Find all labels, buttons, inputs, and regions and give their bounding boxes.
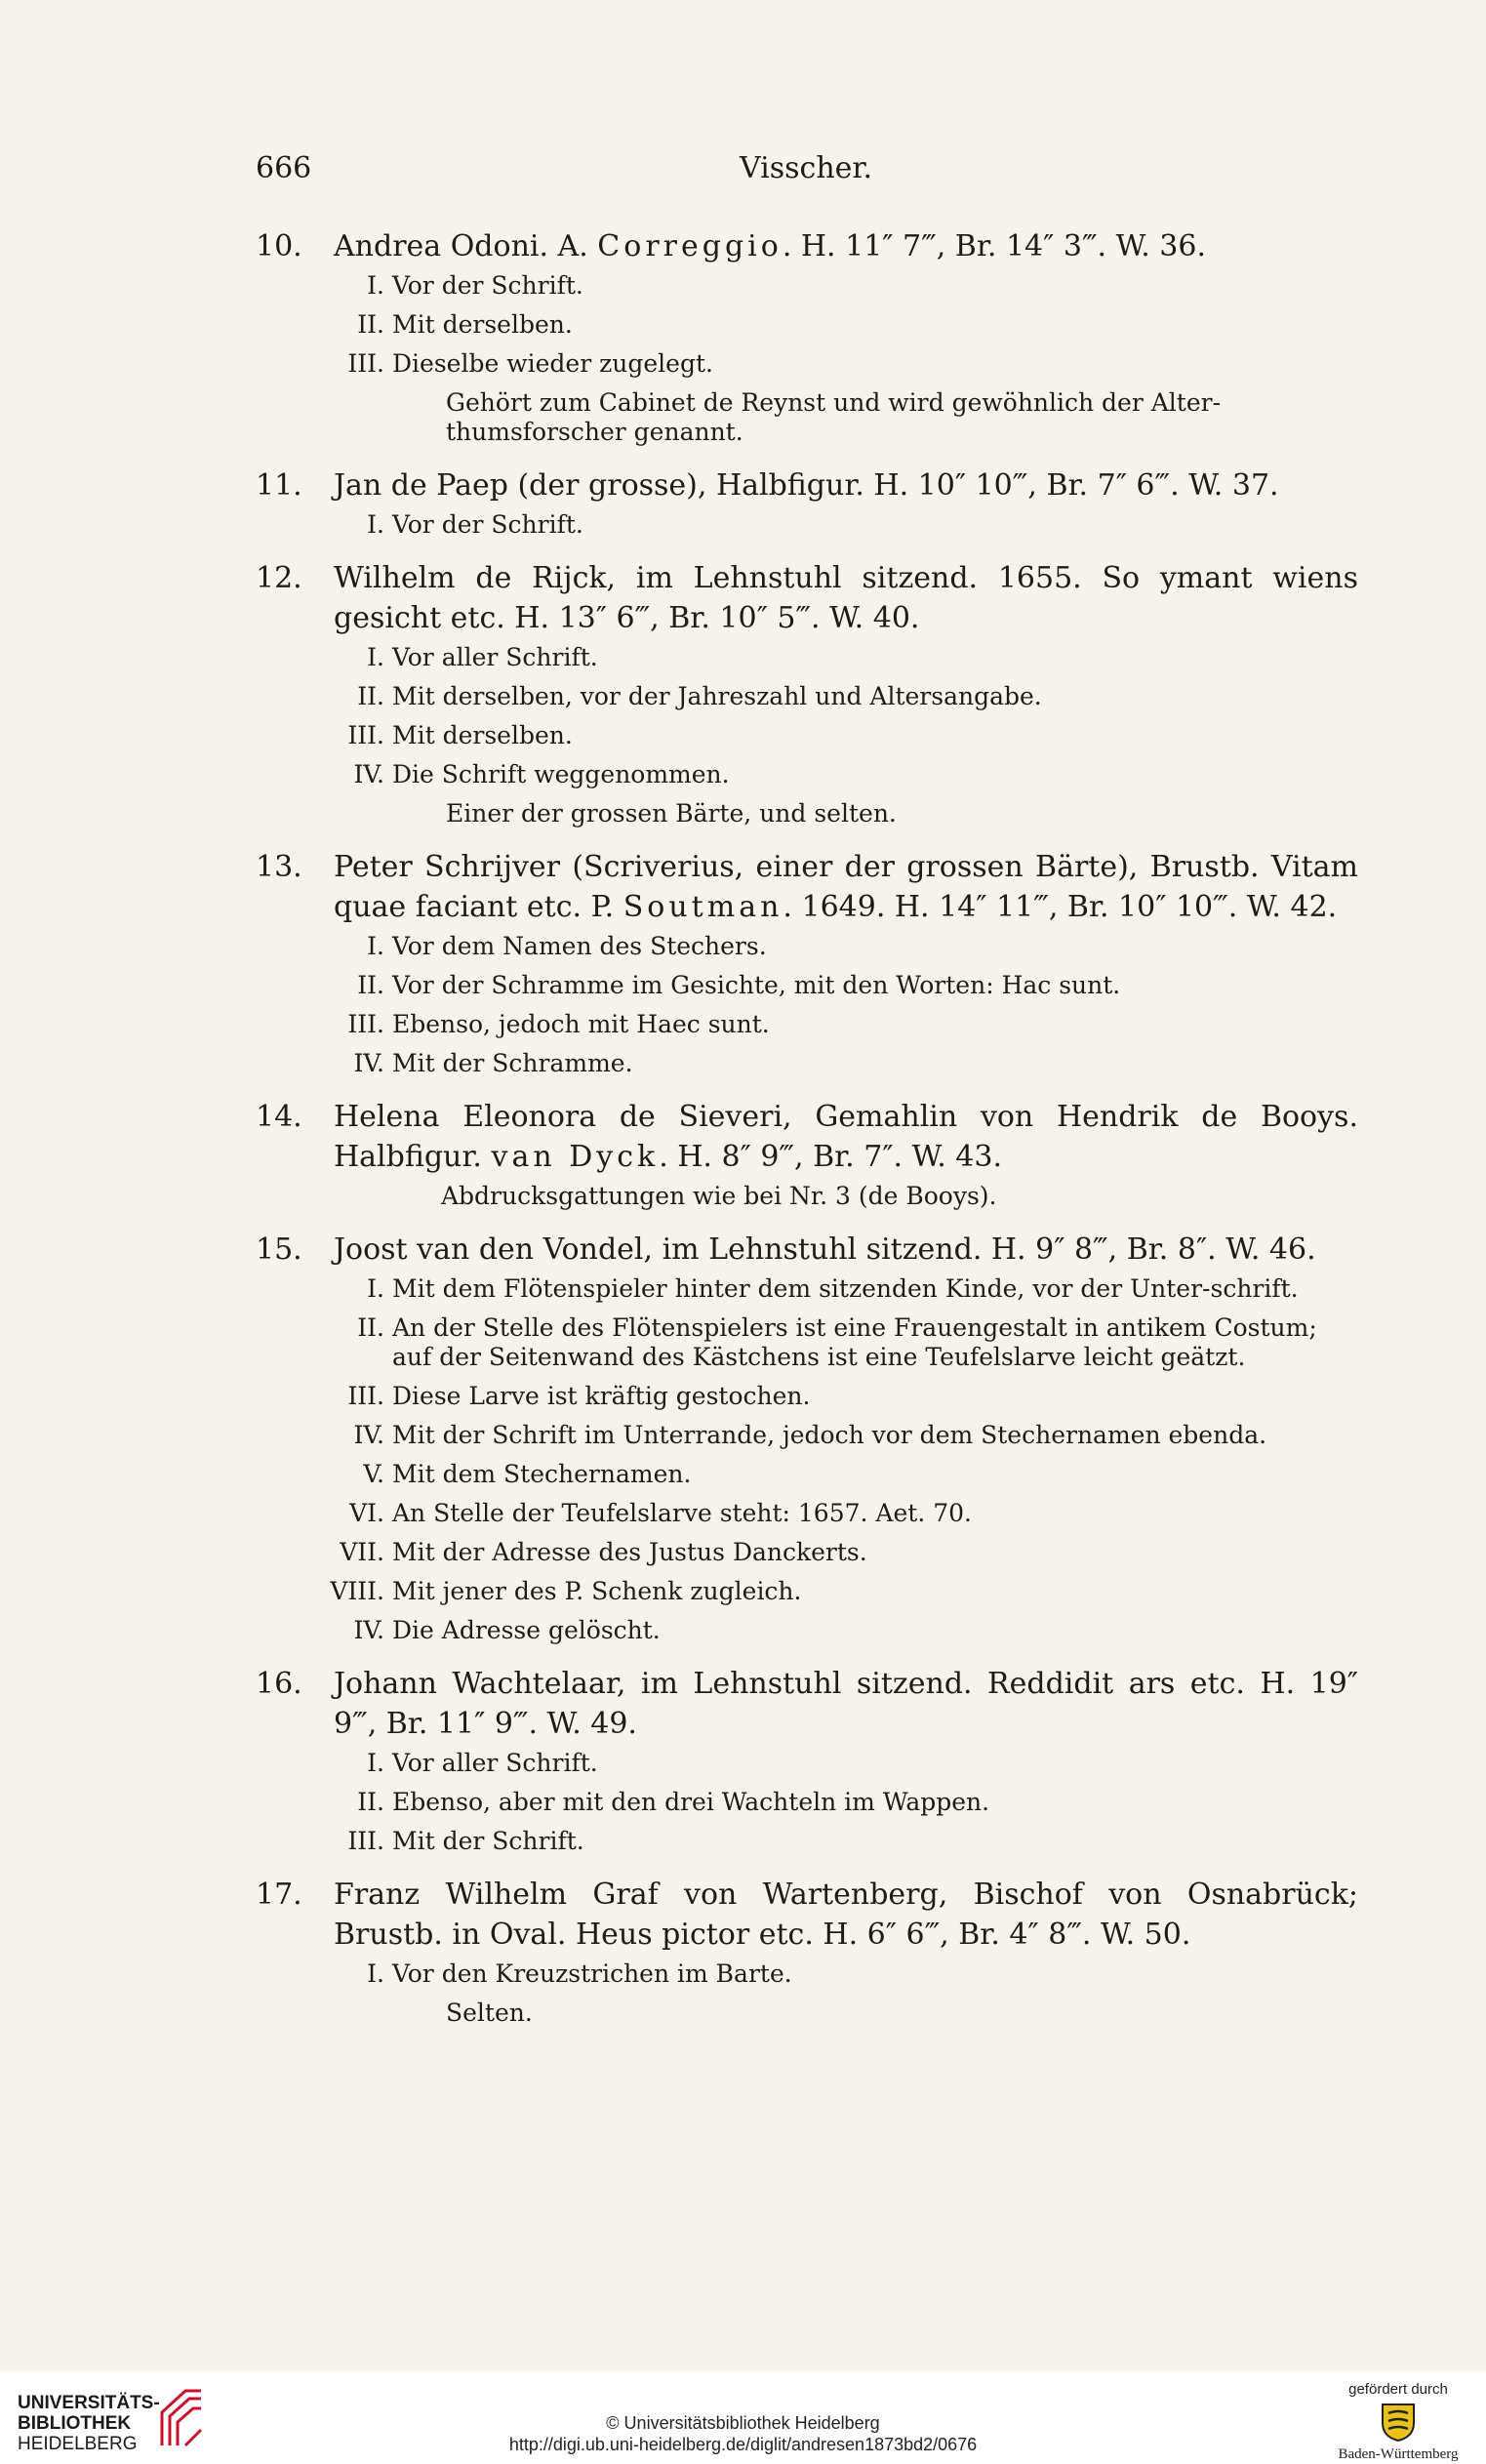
state-line (353, 1611, 1358, 1650)
state-text: Vor aller Schrift. (392, 1749, 598, 1777)
state-numeral: II. (357, 971, 384, 999)
state-line (367, 927, 1358, 966)
state-text: Mit der Schramme. (392, 1049, 633, 1077)
heading-text: Peter Schrijver (Scriverius, einer der grossen Bärte), Brustb. Vitam quae faciant etc. P. (334, 850, 1358, 924)
state-numeral: VIII. (330, 1577, 384, 1605)
state-text: Mit derselben, vor der Jahreszahl und Altersangabe. (392, 682, 1042, 710)
state-numeral: III. (347, 1010, 384, 1038)
state-text: Vor der Schrift. (392, 271, 583, 300)
entry-note: Einer der grossen Bärte, und selten. (446, 799, 897, 828)
entry-number: 16. (256, 1667, 302, 1701)
state-text: Mit jener des P. Schenk zugleich. (392, 1577, 802, 1605)
state-line (367, 638, 1358, 677)
state-text: Diese Larve ist kräftig gestochen. (392, 1382, 811, 1410)
state-numeral: II. (357, 310, 384, 339)
permalink-url[interactable]: http://digi.ub.uni-heidelberg.de/diglit/andresen1873bd2/0676 (508, 2435, 978, 2454)
viewer-footer (0, 2371, 1486, 2464)
catalogue-entry (256, 1875, 1358, 2033)
library-logo-line-1: UNIVERSITÄTS- (18, 2393, 160, 2413)
entry-heading (334, 1097, 1358, 1177)
state-line (367, 1270, 1358, 1309)
state-text: Ebenso, aber mit den drei Wachteln im Wappen. (392, 1788, 990, 1816)
state-numeral: II. (357, 1788, 384, 1816)
state-text: Mit dem Stechernamen. (392, 1460, 692, 1488)
state-line (347, 716, 1358, 755)
state-line (357, 1309, 1358, 1377)
sponsor-label: gefördert durch (1348, 2381, 1448, 2398)
state-numeral: VI. (349, 1499, 384, 1527)
library-logo-line-3: HEIDELBERG (18, 2434, 138, 2454)
entry-heading (334, 847, 1358, 927)
state-numeral: IV. (353, 1421, 384, 1449)
entry-heading (334, 1875, 1358, 1955)
entry-heading (334, 465, 1358, 505)
state-text: An der Stelle des Flötenspielers ist eine Frauengestalt in antikem Costum; auf der Seitenwand des Kästchens ist eine Teufelslarve leicht geätzt. (392, 1313, 1317, 1371)
state-line (357, 966, 1358, 1005)
state-numeral: I. (367, 932, 384, 960)
state-line (367, 505, 1358, 545)
state-line (363, 1455, 1358, 1494)
artist-name: Correggio (597, 229, 783, 263)
running-header (256, 151, 1356, 200)
state-numeral: I. (367, 271, 384, 300)
catalogue-entry (256, 558, 1358, 833)
state-numeral: VII. (340, 1538, 384, 1566)
state-line (347, 1005, 1358, 1044)
entry-heading (334, 1664, 1358, 1744)
state-numeral: I. (367, 643, 384, 671)
entry-note: Abdrucksgattungen wie bei Nr. 3 (de Booys). (441, 1182, 997, 1210)
state-numeral: III. (347, 1827, 384, 1855)
state-line (347, 1822, 1358, 1861)
entry-note: Selten. (446, 1999, 533, 2027)
state-text: Mit derselben. (392, 721, 573, 749)
state-line (353, 755, 1358, 794)
state-text: Vor dem Namen des Stechers. (392, 932, 767, 960)
heading-text: Andrea Odoni. A. (334, 229, 598, 263)
state-line (349, 1494, 1358, 1533)
state-text: Vor der Schrift. (392, 510, 583, 539)
state-numeral: IV. (353, 1616, 384, 1644)
entry-number: 17. (256, 1878, 302, 1912)
catalogue-entry (256, 465, 1358, 545)
state-numeral: III. (347, 721, 384, 749)
entry-number: 14. (256, 1100, 302, 1134)
state-line (367, 1955, 1358, 1994)
state-text: Vor der Schramme im Gesichte, mit den Worten: Hac sunt. (392, 971, 1121, 999)
entry-heading (334, 226, 1358, 266)
catalogue-entry (256, 1230, 1358, 1650)
entry-heading (334, 558, 1358, 638)
state-text: Ebenso, jedoch mit Haec sunt. (392, 1010, 770, 1038)
catalogue-entries (256, 226, 1358, 2046)
library-logo-line-2: BIBLIOTHEK (18, 2413, 132, 2434)
state-line (357, 305, 1358, 344)
page-number: 666 (256, 151, 312, 185)
state-line (347, 1377, 1358, 1416)
catalogue-entry (256, 1664, 1358, 1861)
state-line (353, 1044, 1358, 1083)
state-text: Mit der Adresse des Justus Danckerts. (392, 1538, 867, 1566)
heading-text: Joost van den Vondel, im Lehnstuhl sitzend. H. 9″ 8‴, Br. 8″. W. 46. (334, 1232, 1316, 1267)
sponsor-name: Baden-Württemberg (1338, 2446, 1459, 2462)
state-text: Vor aller Schrift. (392, 643, 598, 671)
state-numeral: IV. (353, 760, 384, 788)
heading-text: Franz Wilhelm Graf von Wartenberg, Bischof von Osnabrück; Brustb. in Oval. Heus pictor etc. H. 6″ 6‴, Br. 4″ 8‴. W. 50. (334, 1878, 1358, 1952)
artist-name: Soutman (623, 890, 783, 924)
heading-text: . H. 8″ 9‴, Br. 7″. W. 43. (659, 1140, 1002, 1174)
copyright-block (0, 2412, 1486, 2455)
state-text: Mit der Schrift. (392, 1827, 584, 1855)
state-numeral: I. (367, 510, 384, 539)
state-numeral: II. (357, 1313, 384, 1342)
state-line (367, 266, 1358, 305)
state-line (347, 344, 1358, 384)
state-numeral: IV. (353, 1049, 384, 1077)
state-text: Vor den Kreuzstrichen im Barte. (392, 1959, 792, 1988)
state-text: Mit derselben. (392, 310, 573, 339)
state-crest-icon (1379, 2402, 1418, 2443)
state-text: Dieselbe wieder zugelegt. (392, 349, 713, 378)
state-line (330, 1572, 1358, 1611)
heading-text: . H. 11″ 7‴, Br. 14″ 3‴. W. 36. (782, 229, 1207, 263)
state-numeral: I. (367, 1959, 384, 1988)
state-line (357, 1783, 1358, 1822)
catalogue-entry (256, 1097, 1358, 1216)
state-numeral: I. (367, 1749, 384, 1777)
state-text: An Stelle der Teufelslarve steht: 1657. Aet. 70. (392, 1499, 972, 1527)
state-text: Die Schrift weggenommen. (392, 760, 730, 788)
state-text: Mit dem Flötenspieler hinter dem sitzenden Kinde, vor der Unter-schrift. (392, 1274, 1299, 1303)
entry-note: Gehört zum Cabinet de Reynst und wird gewöhnlich der Alter-thumsforscher genannt. (446, 388, 1222, 446)
sponsor-block (1330, 2381, 1466, 2463)
catalogue-entry (256, 847, 1358, 1083)
artist-name: van Dyck (491, 1140, 660, 1174)
heading-text: Johann Wachtelaar, im Lehnstuhl sitzend. Reddidit ars etc. H. 19″ 9‴, Br. 11″ 9‴. W. 49. (334, 1667, 1358, 1741)
running-title: Visscher. (740, 151, 872, 185)
state-numeral: II. (357, 682, 384, 710)
state-numeral: V. (363, 1460, 384, 1488)
entry-number: 15. (256, 1232, 302, 1267)
entry-heading (334, 1230, 1358, 1270)
state-numeral: III. (347, 349, 384, 378)
entry-number: 13. (256, 850, 302, 884)
heading-text: Helena Eleonora de Sieveri, Gemahlin von Hendrik de Booys. Halbfigur. (334, 1100, 1358, 1174)
state-line (357, 677, 1358, 716)
copyright-text: © Universitätsbibliothek Heidelberg (606, 2413, 880, 2433)
state-numeral: III. (347, 1382, 384, 1410)
state-text: Mit der Schrift im Unterrande, jedoch vor dem Stechernamen ebenda. (392, 1421, 1267, 1449)
heading-text: . 1649. H. 14″ 11‴, Br. 10″ 10‴. W. 42. (783, 890, 1338, 924)
state-line (367, 1744, 1358, 1783)
state-numeral: I. (367, 1274, 384, 1303)
entry-number: 10. (256, 229, 302, 263)
entry-number: 11. (256, 468, 302, 503)
catalogue-entry (256, 226, 1358, 452)
heading-text: Wilhelm de Rijck, im Lehnstuhl sitzend. 1655. So ymant wiens gesicht etc. H. 13″ 6‴, Br. 10″ 5‴. W. 40. (334, 561, 1358, 635)
state-line (340, 1533, 1358, 1572)
state-line (353, 1416, 1358, 1455)
heading-text: Jan de Paep (der grosse), Halbfigur. H. 10″ 10‴, Br. 7″ 6‴. W. 37. (334, 468, 1279, 503)
entry-number: 12. (256, 561, 302, 595)
state-text: Die Adresse gelöscht. (392, 1616, 661, 1644)
